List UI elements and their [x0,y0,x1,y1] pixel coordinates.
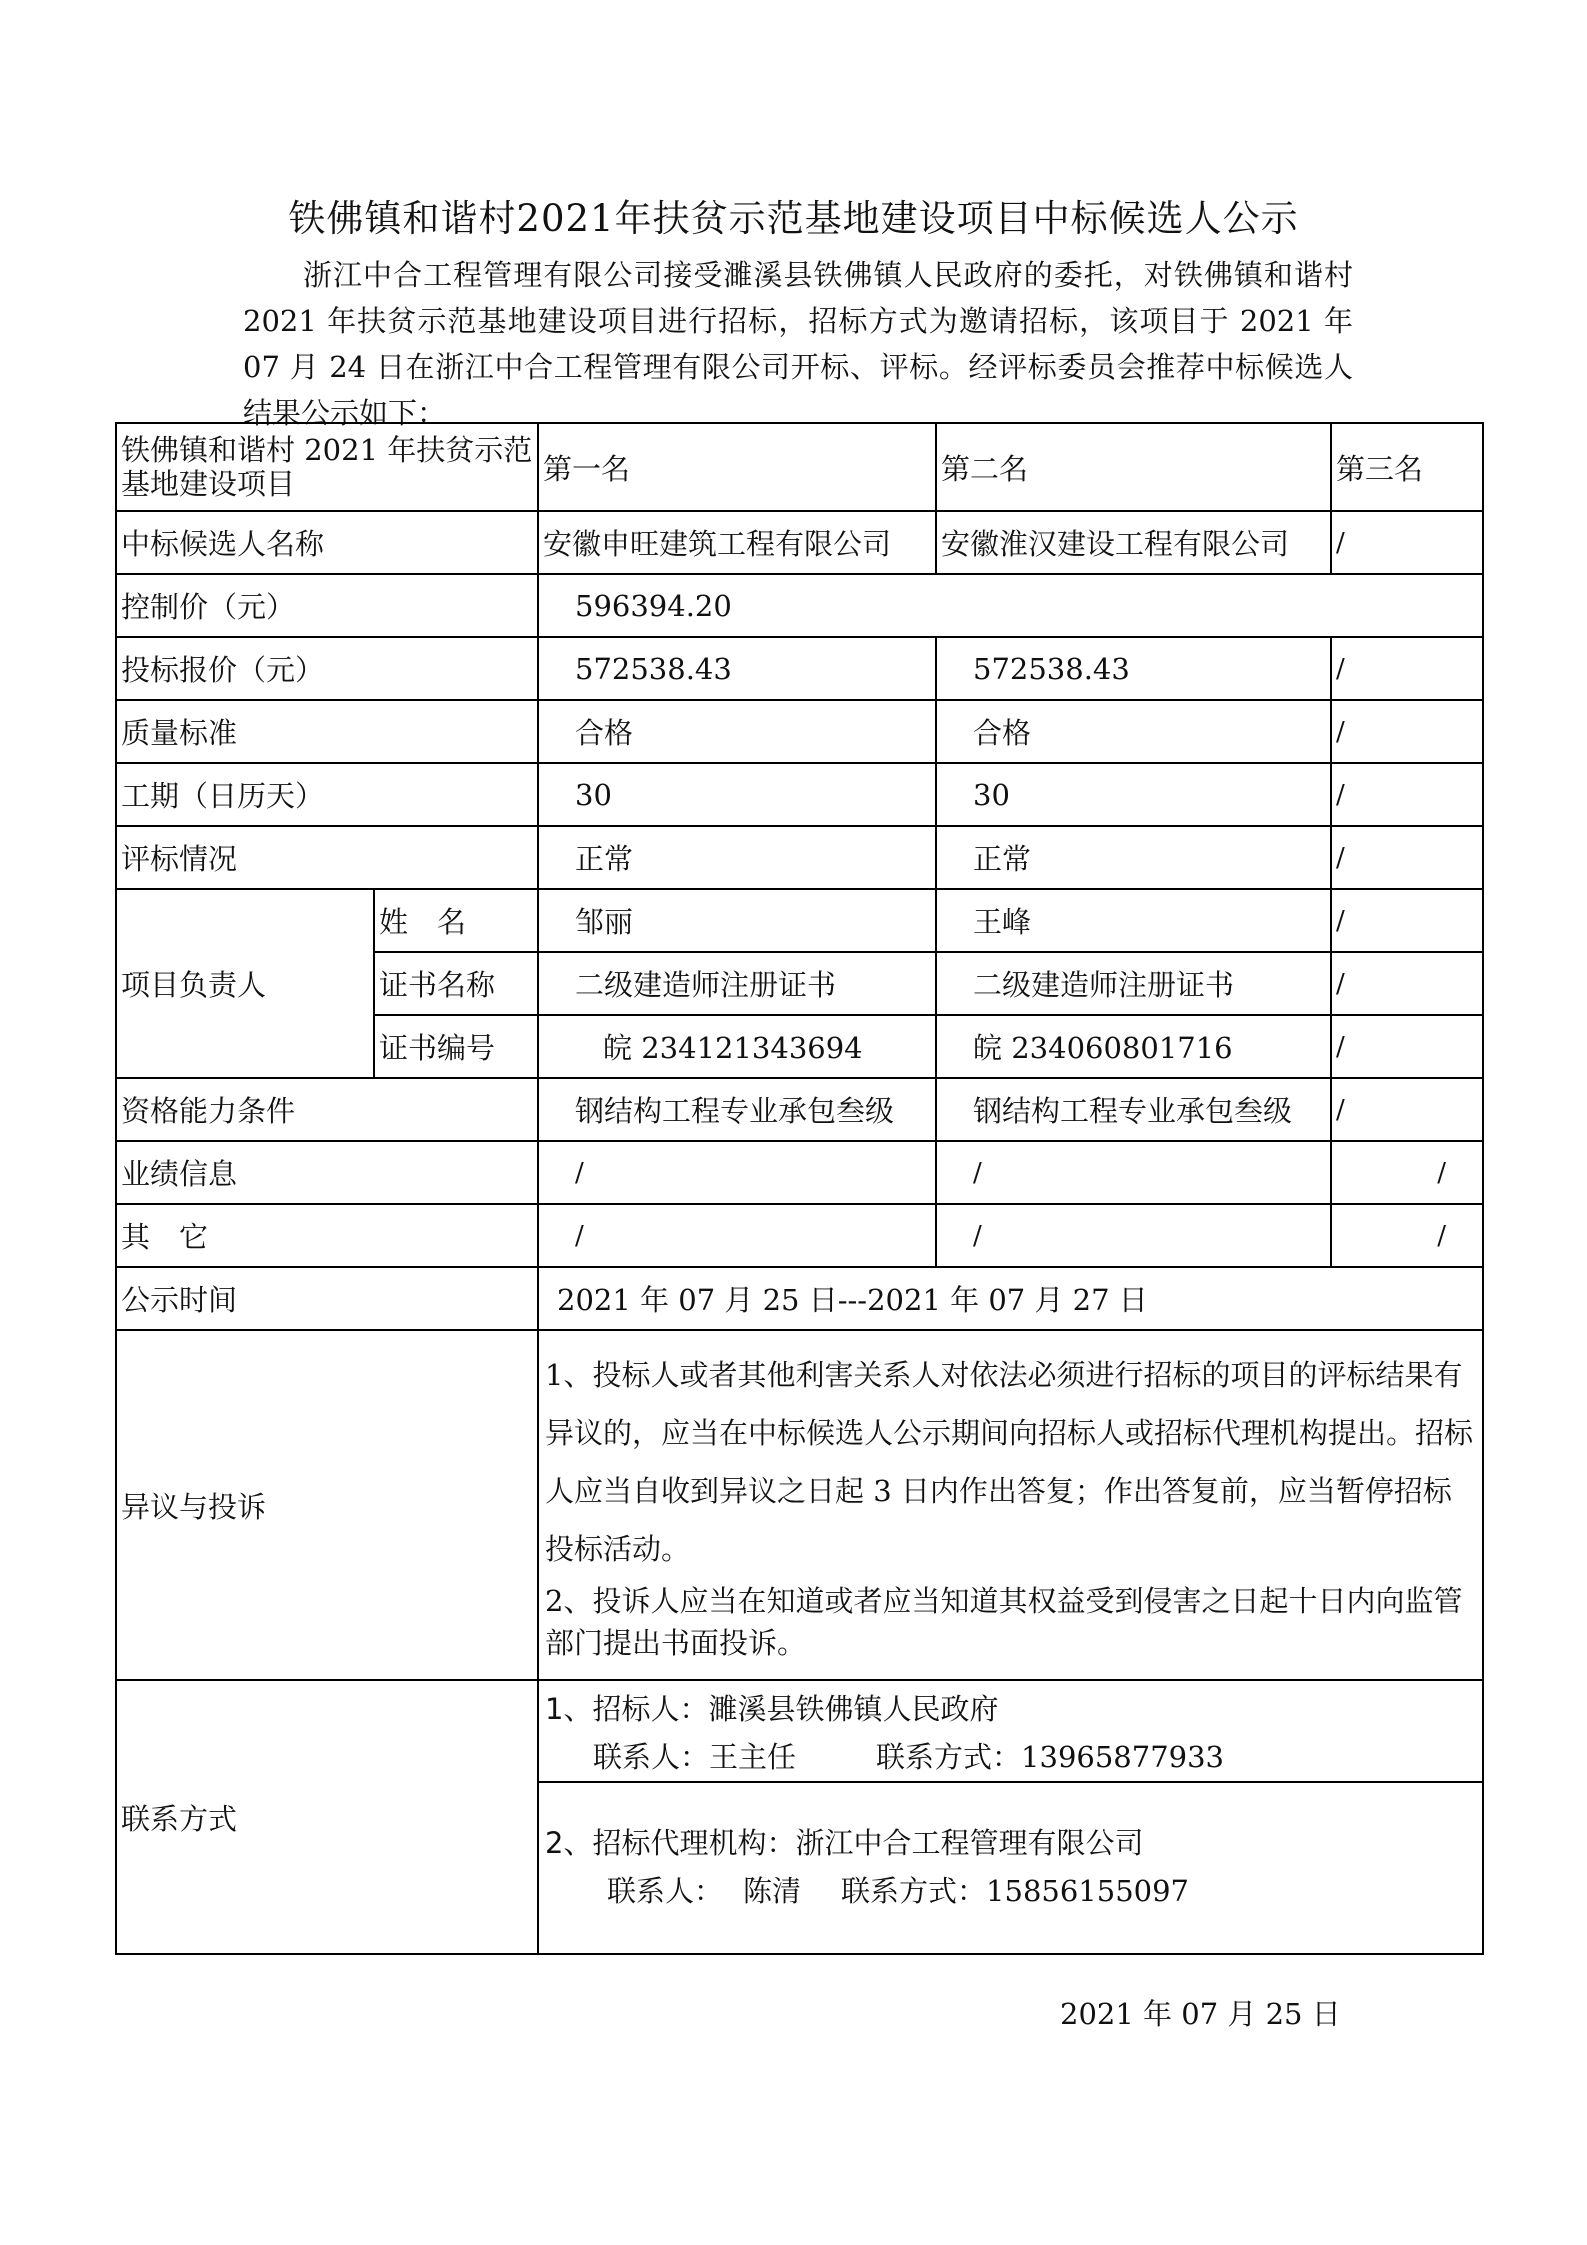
row-label: 异议与投诉 [116,1330,538,1680]
phone-label: 联系方式： [876,1740,1022,1774]
control-price: 596394.20 [538,574,1483,637]
row-label: 联系方式 [116,1680,538,1954]
period-2: 30 [936,763,1331,826]
agency-block [539,1783,1482,1953]
table-row [116,763,1483,826]
period-3: / [1331,763,1483,826]
contact-label: 联系人： [593,1740,710,1774]
rank-2-header: 第二名 [936,423,1331,511]
objection-item-2: 2、投诉人应当在知道或者应当知道其权益受到侵害之日起十日内向监管部门提出书面投诉。 [545,1584,1463,1660]
table-row [116,826,1483,889]
agency-phone: 15856155097 [986,1874,1190,1908]
signature-date: 2021 年 07 月 25 日 [1060,1997,1341,2031]
other-3: / [1331,1204,1483,1267]
intro-paragraph [243,252,1353,436]
row-label: 投标报价（元） [116,637,538,700]
manager-name-1: 邹丽 [538,889,936,952]
manager-name-2: 王峰 [936,889,1331,952]
row-label: 公示时间 [116,1267,538,1330]
candidate-table [115,422,1484,1955]
project-name-cell: 铁佛镇和谐村 2021 年扶贫示范基地建设项目 [116,423,538,511]
row-label: 控制价（元） [116,574,538,637]
cert-3: / [1331,952,1483,1015]
tenderer-block [539,1681,1482,1783]
perf-3: / [1331,1141,1483,1204]
agency-name: 浙江中合工程管理有限公司 [795,1826,1144,1860]
intro-text: 浙江中合工程管理有限公司接受濉溪县铁佛镇人民政府的委托，对铁佛镇和谐村 2021 年扶贫示范基地建设项目进行招标，招标方式为邀请招标，该项目于 2021 年 07 月 24 日在浙江中合工程管理有限公司开标、评标。经评标委员会推荐中标候选人结果公示如下： [243,258,1353,430]
cert-no-2: 皖 234060801716 [936,1015,1331,1078]
table-row [116,1680,1483,1954]
eval-1: 正常 [538,826,936,889]
contact-label: 联系人： [607,1874,724,1908]
perf-1: / [538,1141,936,1204]
row-label: 工期（日历天） [116,763,538,826]
tenderer-prefix: 1、招标人： [545,1692,709,1726]
qual-1: 钢结构工程专业承包叁级 [538,1078,936,1141]
publicity-period: 2021 年 07 月 25 日---2021 年 07 月 27 日 [538,1267,1483,1330]
tenderer-contact: 王主任 [709,1740,797,1774]
tenderer-phone: 13965877933 [1021,1740,1225,1774]
contact-cell [538,1680,1483,1954]
other-2: / [936,1204,1331,1267]
table-row [116,700,1483,763]
bid-2: 572538.43 [936,637,1331,700]
row-label: 其 它 [116,1204,538,1267]
qual-2: 钢结构工程专业承包叁级 [936,1078,1331,1141]
eval-2: 正常 [936,826,1331,889]
table-row [116,511,1483,574]
sub-label: 证书名称 [374,952,538,1015]
eval-3: / [1331,826,1483,889]
quality-3: / [1331,700,1483,763]
objection-item-1: 1、投标人或者其他利害关系人对依法必须进行招标的项目的评标结果有异议的，应当在中标候选人公示期间向招标人或招标代理机构提出。招标人应当自收到异议之日起 3 日内作出答复；作出答复前，应当暂停招标投标活动。 [545,1358,1474,1566]
other-1: / [538,1204,936,1267]
table-row [116,637,1483,700]
cert-1: 二级建造师注册证书 [538,952,936,1015]
agency-contact: 陈清 [743,1874,802,1908]
row-label: 质量标准 [116,700,538,763]
sub-label: 姓 名 [374,889,538,952]
rank-1-header: 第一名 [538,423,936,511]
candidate-2: 安徽淮汉建设工程有限公司 [936,511,1331,574]
row-label: 业绩信息 [116,1141,538,1204]
row-label: 项目负责人 [116,889,374,1078]
tenderer-name: 濉溪县铁佛镇人民政府 [708,1692,999,1726]
candidate-3: / [1331,511,1483,574]
row-label: 资格能力条件 [116,1078,538,1141]
page-title: 铁佛镇和谐村2021年扶贫示范基地建设项目中标候选人公示 [288,197,1299,240]
table-row [116,889,1483,952]
sub-label: 证书编号 [374,1015,538,1078]
cert-2: 二级建造师注册证书 [936,952,1331,1015]
cert-no-1: 皖 234121343694 [538,1015,936,1078]
table-row [116,1330,1483,1680]
table-row [116,1204,1483,1267]
row-label: 评标情况 [116,826,538,889]
qual-3: / [1331,1078,1483,1141]
table-row [116,423,1483,511]
period-1: 30 [538,763,936,826]
phone-label: 联系方式： [841,1874,987,1908]
rank-3-header: 第三名 [1331,423,1483,511]
manager-name-3: / [1331,889,1483,952]
bid-1: 572538.43 [538,637,936,700]
objection-content [538,1330,1483,1680]
candidate-1: 安徽申旺建筑工程有限公司 [538,511,936,574]
bid-3: / [1331,637,1483,700]
quality-1: 合格 [538,700,936,763]
agency-prefix: 2、招标代理机构： [545,1826,796,1860]
table-row [116,574,1483,637]
table-row [116,1078,1483,1141]
row-label: 中标候选人名称 [116,511,538,574]
table-row [116,1141,1483,1204]
table-row [116,1267,1483,1330]
cert-no-3: / [1331,1015,1483,1078]
perf-2: / [936,1141,1331,1204]
quality-2: 合格 [936,700,1331,763]
